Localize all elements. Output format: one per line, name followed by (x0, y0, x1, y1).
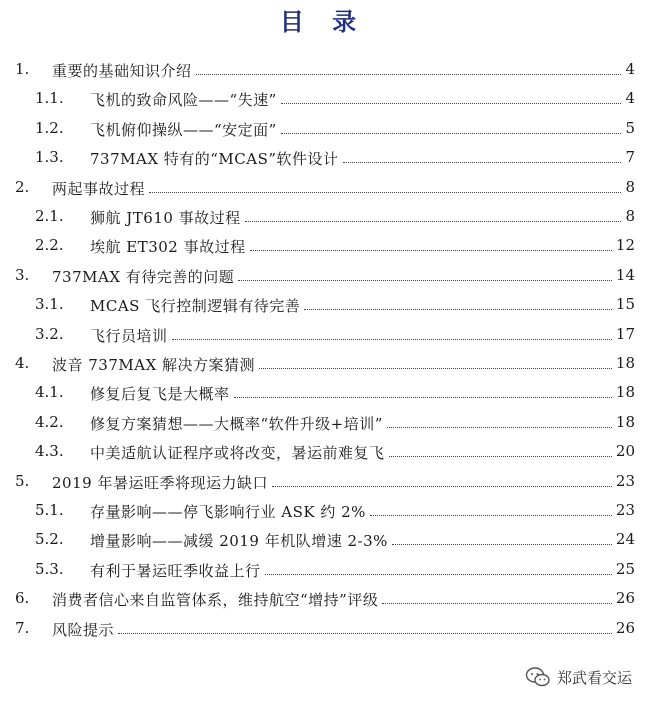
toc-entry-title: 737MAX 有待完善的问题 (52, 267, 235, 286)
toc-entry-page: 18 (615, 412, 635, 431)
toc-entry-title: 波音 737MAX 解决方案猜测 (52, 356, 256, 374)
toc-entry-title: 修复方案猜想——大概率“软件升级+培训” (90, 414, 383, 433)
toc-entry-title: 飞机俯仰操纵——“安定面” (90, 120, 277, 139)
toc-leader-dots (389, 456, 612, 457)
toc-entry-number: 4.1. (35, 383, 64, 402)
toc-entry-number: 2.2. (35, 236, 64, 255)
toc-leader-dots (304, 309, 612, 310)
toc-entry-number: 2. (15, 177, 30, 196)
toc-entry-title: 消费者信心来自监管体系，维持航空“增持”评级 (52, 591, 379, 610)
toc-entry-page: 24 (615, 530, 635, 549)
toc-entry-page: 8 (625, 207, 635, 225)
toc-leader-dots (259, 368, 612, 369)
toc-entry-page: 17 (615, 324, 635, 343)
toc-entry[interactable] (0, 232, 646, 258)
toc-entry[interactable] (0, 497, 646, 523)
toc-leader-dots (281, 133, 621, 134)
toc-entry-page: 23 (615, 471, 635, 490)
toc-leader-dots (265, 574, 612, 575)
toc-entry[interactable] (0, 115, 646, 141)
toc-entry-number: 4.3. (35, 442, 64, 461)
toc-entry[interactable] (0, 262, 646, 288)
toc-entry-number: 2.1. (35, 207, 64, 225)
toc-entry-number: 5. (15, 471, 30, 490)
toc-leader-dots (392, 544, 612, 545)
toc-entry[interactable] (0, 556, 646, 582)
toc-entry-title: MCAS 飞行控制逻辑有待完善 (90, 297, 301, 316)
toc-entry-page: 18 (615, 383, 635, 402)
toc-entry-number: 5.1. (35, 501, 64, 519)
wechat-icon (525, 666, 551, 688)
toc-entry-number: 5.2. (35, 530, 64, 549)
toc-entry-title: 重要的基础知识介绍 (52, 62, 192, 80)
toc-leader-dots (343, 162, 621, 163)
toc-entry-title: 两起事故过程 (52, 179, 146, 198)
toc-entry-title: 飞机的致命风险——“失速” (90, 91, 277, 110)
toc-entry-page: 12 (615, 236, 635, 255)
toc-entry-number: 4. (15, 354, 30, 372)
toc-leader-dots (382, 603, 612, 604)
toc-entry[interactable] (0, 56, 646, 82)
toc-entry[interactable] (0, 379, 646, 405)
toc-entry[interactable] (0, 85, 646, 111)
toc-entry-title: 有利于暑运旺季收益上行 (90, 561, 261, 580)
toc-leader-dots (149, 192, 621, 193)
toc-entry-number: 1.2. (35, 118, 64, 137)
toc-entry[interactable] (0, 203, 646, 229)
toc-entry-number: 6. (15, 589, 30, 608)
toc-entry-title: 埃航 ET302 事故过程 (90, 238, 246, 257)
toc-entry[interactable] (0, 585, 646, 611)
toc-entry-number: 1. (15, 60, 30, 78)
toc-leader-dots (250, 250, 612, 251)
toc-entry-page: 5 (625, 118, 635, 137)
toc-leader-dots (172, 339, 612, 340)
toc-entry-number: 3. (15, 265, 30, 284)
toc-entry-title: 中美适航认证程序或将改变，暑运前难复飞 (90, 444, 385, 463)
toc-entry-title: 风险提示 (52, 620, 115, 639)
toc-entry[interactable] (0, 174, 646, 200)
toc-entry-page: 14 (615, 265, 635, 284)
toc-entry-number: 4.2. (35, 412, 64, 431)
toc-leader-dots (281, 103, 621, 104)
toc-entry[interactable] (0, 468, 646, 494)
toc-leader-dots (238, 280, 612, 281)
toc-entry-number: 5.3. (35, 559, 64, 578)
watermark (525, 662, 632, 692)
toc-entry-title: 修复后复飞是大概率 (90, 385, 230, 404)
toc-entry-page: 26 (615, 589, 635, 608)
toc-entry-page: 26 (615, 618, 635, 637)
toc-entry-number: 3.1. (35, 295, 64, 314)
toc-leader-dots (272, 486, 612, 487)
toc-entry[interactable] (0, 350, 646, 376)
toc-entry-page: 15 (615, 295, 635, 314)
toc-title: 目 录 (279, 8, 367, 36)
toc-entry-page: 25 (615, 559, 635, 578)
toc-entry-number: 7. (15, 618, 30, 637)
toc-entry-title: 737MAX 特有的“MCAS”软件设计 (90, 150, 339, 169)
toc-entry[interactable] (0, 526, 646, 552)
toc-entry-page: 18 (615, 354, 635, 372)
toc-entry-page: 4 (625, 89, 635, 108)
toc-entry-title: 存量影响——停飞影响行业 ASK 约 2% (90, 503, 366, 521)
toc-entry-number: 1.3. (35, 148, 64, 167)
toc-entry[interactable] (0, 144, 646, 170)
toc-entry[interactable] (0, 291, 646, 317)
toc-leader-dots (196, 74, 621, 75)
toc-entry[interactable] (0, 321, 646, 347)
toc-entry-page: 23 (615, 501, 635, 519)
toc-entry[interactable] (0, 438, 646, 464)
toc-entry[interactable] (0, 615, 646, 641)
toc-leader-dots (234, 397, 612, 398)
toc-leader-dots (370, 515, 612, 516)
toc-leader-dots (245, 221, 621, 222)
toc-entry-title: 增量影响——减缓 2019 年机队增速 2-3% (90, 532, 388, 551)
toc-entry-page: 7 (625, 148, 635, 167)
toc-leader-dots (387, 427, 612, 428)
toc-entry-title: 狮航 JT610 事故过程 (90, 209, 241, 227)
toc-entry-page: 8 (625, 177, 635, 196)
watermark-text: 郑武看交运 (556, 668, 632, 687)
toc-entry-title: 2019 年暑运旺季将现运力缺口 (52, 473, 268, 492)
toc-entry-number: 3.2. (35, 324, 64, 343)
toc-entry-page: 4 (625, 60, 635, 78)
toc-entry-number: 1.1. (35, 89, 64, 108)
toc-entry[interactable] (0, 409, 646, 435)
toc-entry-page: 20 (615, 442, 635, 461)
toc-entry-title: 飞行员培训 (90, 326, 168, 345)
toc-leader-dots (118, 633, 612, 634)
